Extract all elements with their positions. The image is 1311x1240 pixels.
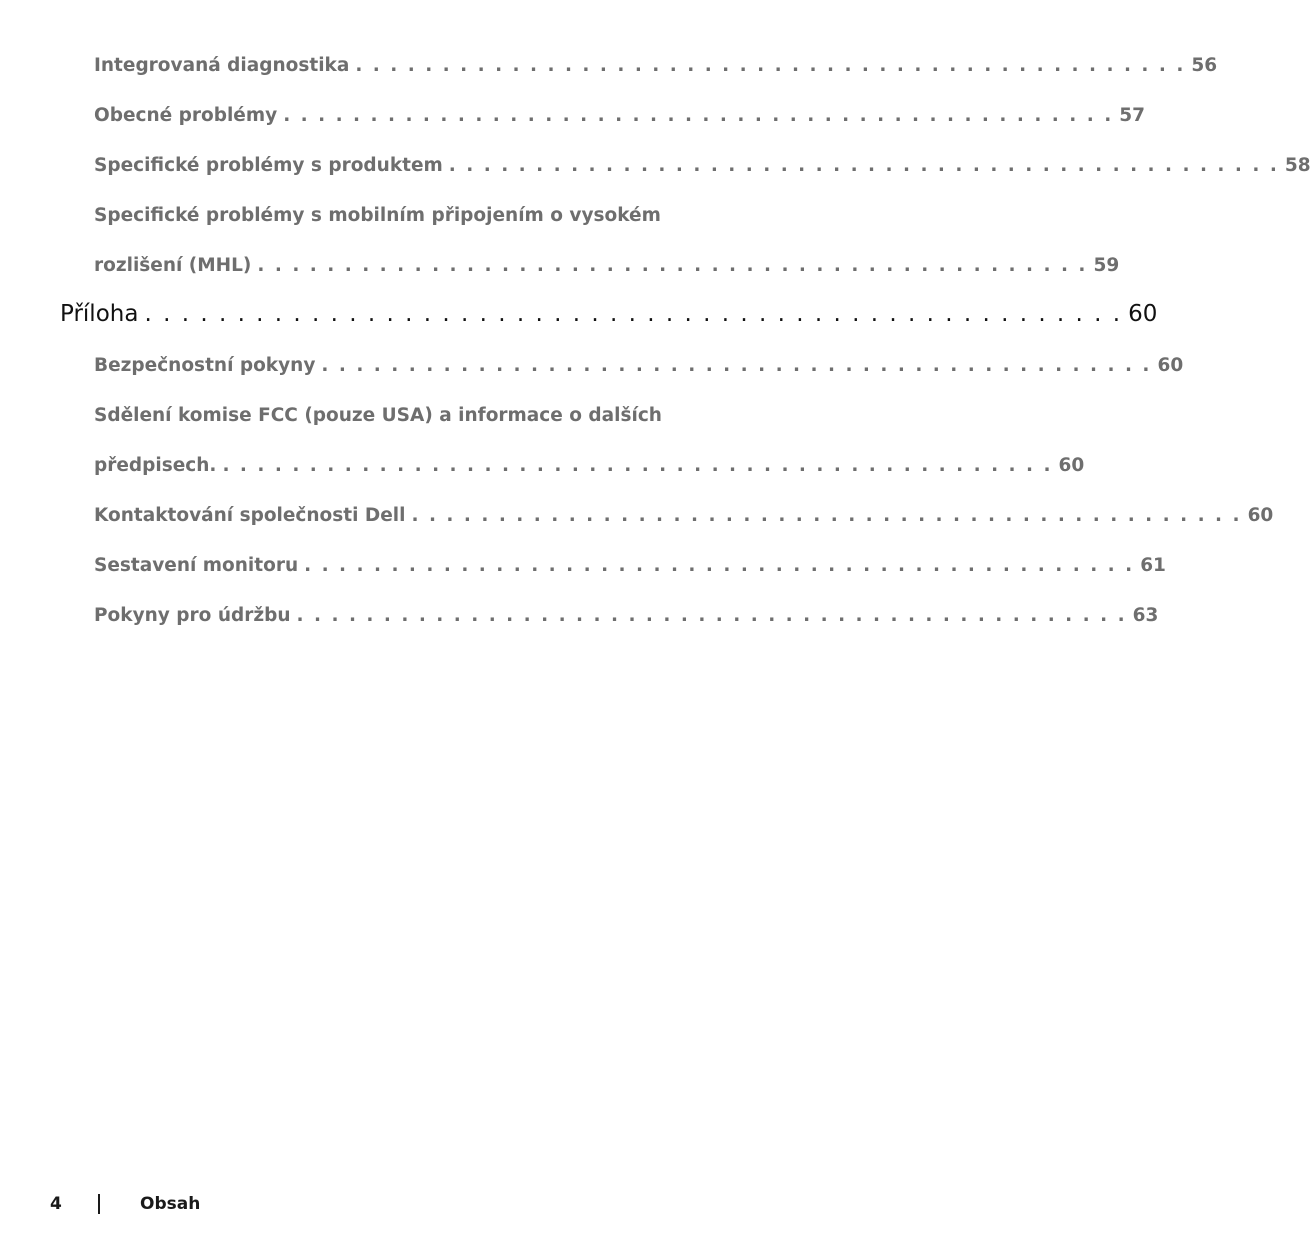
toc-entry-page: 60 xyxy=(1157,355,1184,376)
toc-entry-fcc-notice-line1[interactable] xyxy=(94,405,786,426)
toc-entry-mhl-problems-line1[interactable] xyxy=(94,205,786,226)
page-footer xyxy=(50,1192,200,1216)
toc-entry-contact-dell[interactable] xyxy=(94,505,1274,526)
toc-leader-dots: . . . . . . . . . . . . . . . . . . . . . . . . . . . . . . . . . . . . . . . . . . . . . . . . xyxy=(411,505,1242,526)
toc-entry-label: Pokyny pro údržbu xyxy=(94,605,291,626)
toc-entry-page: 58 xyxy=(1284,155,1311,176)
toc-entry-product-problems[interactable] xyxy=(94,155,1311,176)
toc-entry-label: Sestavení monitoru xyxy=(94,555,299,576)
toc-leader-dots: . . . . . . . . . . . . . . . . . . . . . . . . . . . . . . . . . . . . . . . . . . . . . . . . xyxy=(355,55,1186,76)
toc-chapter-page: 60 xyxy=(1128,301,1158,327)
toc-entry-fcc-notice-line2[interactable] xyxy=(94,455,1085,476)
toc-entry-page: 63 xyxy=(1132,605,1159,626)
toc-entry-label: Sdělení komise FCC (pouze USA) a informace o dalších xyxy=(94,405,662,426)
toc-leader-dots: . . . . . . . . . . . . . . . . . . . . . . . . . . . . . . . . . . . . . . . . . . . . . . . . xyxy=(321,355,1152,376)
toc-leader-dots: . . . . . . . . . . . . . . . . . . . . . . . . . . . . . . . . . . . . . . . . . . . . . . . . xyxy=(296,605,1127,626)
toc-entry-label: Specifické problémy s produktem xyxy=(94,155,443,176)
toc-chapter-appendix[interactable] xyxy=(60,301,1158,327)
toc-entry-page: 59 xyxy=(1093,255,1120,276)
toc-entry-maintenance[interactable] xyxy=(94,605,1159,626)
toc-entry-general-problems[interactable] xyxy=(94,105,1145,126)
toc-entry-monitor-setup[interactable] xyxy=(94,555,1166,576)
toc-entry-label: Bezpečnostní pokyny xyxy=(94,355,316,376)
toc-entry-safety-instructions[interactable] xyxy=(94,355,1184,376)
toc-entry-mhl-problems-line2[interactable] xyxy=(94,255,1120,276)
toc-leader-dots: . . . . . . . . . . . . . . . . . . . . . . . . . . . . . . . . . . . . . . . . . . . . . . . . xyxy=(222,455,1053,476)
toc-entry-label: Integrovaná diagnostika xyxy=(94,55,350,76)
footer-separator xyxy=(98,1194,100,1214)
footer-page-number: 4 xyxy=(50,1194,62,1214)
footer-section-title: Obsah xyxy=(140,1194,201,1214)
toc-leader-dots: . . . . . . . . . . . . . . . . . . . . . . . . . . . . . . . . . . . . . . . . . . . . . . . . xyxy=(304,555,1135,576)
toc-entry-label: rozlišení (MHL) xyxy=(94,255,252,276)
toc-entry-page: 60 xyxy=(1247,505,1274,526)
toc-entry-page: 60 xyxy=(1058,455,1085,476)
toc-entry-page: 57 xyxy=(1119,105,1145,126)
toc-entry-label: Specifické problémy s mobilním připojením o vysokém xyxy=(94,205,661,226)
toc-entry-label: Kontaktování společnosti Dell xyxy=(94,505,406,526)
toc-entry-page: 56 xyxy=(1191,55,1218,76)
toc-leader-dots: . . . . . . . . . . . . . . . . . . . . . . . . . . . . . . . . . . . . . . . . . . . . . . . . . . . . . xyxy=(144,301,1123,327)
toc-entry-label: Obecné problémy xyxy=(94,105,278,126)
toc-leader-dots: . . . . . . . . . . . . . . . . . . . . . . . . . . . . . . . . . . . . . . . . . . . . . . . . xyxy=(283,105,1114,126)
toc-chapter-label: Příloha xyxy=(60,301,139,327)
toc-leader-dots: . . . . . . . . . . . . . . . . . . . . . . . . . . . . . . . . . . . . . . . . . . . . . . . . xyxy=(257,255,1088,276)
toc-entry-label: předpisech. xyxy=(94,455,217,476)
toc-entry-integrated-diagnostics[interactable] xyxy=(94,55,1218,76)
toc-leader-dots: . . . . . . . . . . . . . . . . . . . . . . . . . . . . . . . . . . . . . . . . . . . . . . . . xyxy=(448,155,1279,176)
toc-entry-page: 61 xyxy=(1140,555,1166,576)
